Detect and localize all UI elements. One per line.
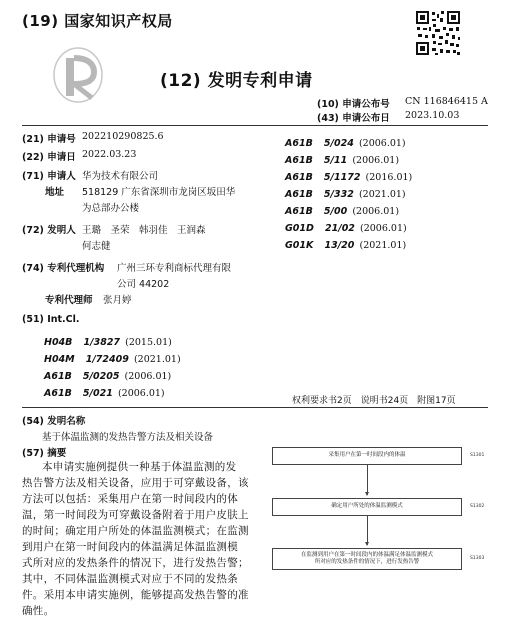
- ipc-code: H04M: [44, 354, 75, 365]
- flow-step-box: [272, 498, 462, 516]
- ipc-date: (2021.01): [358, 189, 406, 200]
- ipc-group: 5/332: [323, 189, 354, 200]
- ipc-code: A61B: [285, 138, 313, 149]
- ipc-group: 5/1172: [323, 172, 361, 183]
- pub-no-label: (10) 申请公布号: [317, 99, 390, 110]
- address-label: 地址: [45, 187, 65, 198]
- flow-step-text: 所对应的发热条件的情况下，进行发热告警: [314, 559, 420, 565]
- middle-divider: [22, 407, 488, 408]
- ipc-date: (2006.01): [124, 371, 172, 382]
- document-type: (12) 发明专利申请: [160, 71, 313, 91]
- ipc-entry: [285, 233, 406, 252]
- flow-arrow: [367, 465, 368, 495]
- ipc-group: 5/00: [323, 206, 348, 217]
- ipc-date: (2015.01): [125, 337, 172, 348]
- ipc-date: (2006.01): [352, 155, 400, 166]
- ipc-code: A61B: [44, 371, 72, 382]
- ipc-code: A61B: [285, 155, 313, 166]
- flow-step-id: S1303: [470, 556, 485, 561]
- abstract-line: 热告警方法及相关设备，应用于可穿戴设备，该: [22, 477, 249, 489]
- ipc-group: 1/72409: [85, 354, 129, 365]
- ipc-code: G01K: [285, 240, 314, 251]
- abstract-line: 的时间；确定用户所处的体温监测模式；在监测: [22, 525, 249, 537]
- intcl-label: (51) Int.Cl.: [22, 314, 80, 325]
- ipc-group: 1/3827: [83, 337, 121, 348]
- app-no-label: (21) 申请号: [22, 134, 76, 145]
- flow-step-id: S1302: [470, 504, 485, 509]
- page-count-summary: 权利要求书2页 说明书24页 附图17页: [292, 396, 456, 406]
- pub-no-value: CN 116846415 A: [405, 96, 488, 107]
- abstract-line: 其中，不同体温监测模式对应于不同的发热条: [22, 573, 238, 585]
- flow-step-box: [272, 447, 462, 465]
- ipc-date: (2006.01): [117, 388, 165, 399]
- ipc-date: (2021.01): [133, 354, 181, 365]
- ipc-date: (2021.01): [359, 240, 407, 251]
- flow-step-text: 确定用户所处的体温监测模式: [331, 503, 403, 510]
- address-line1: 518129 广东省深圳市龙岗区坂田华: [82, 187, 236, 198]
- ipc-group: 13/20: [324, 240, 355, 251]
- office-name: (19) 国家知识产权局: [22, 12, 173, 30]
- pub-date-value: 2023.10.03: [405, 110, 460, 121]
- ipc-date: (2006.01): [360, 223, 407, 234]
- flow-step-box: [272, 548, 462, 570]
- agency-line1: 广州三环专利商标代理有限: [117, 263, 232, 274]
- inventors-line1: 王璐 圣荣 韩羽佳 王润森: [82, 225, 206, 236]
- agent-value: 张月婷: [103, 295, 132, 306]
- pub-date-label: (43) 申请公布日: [317, 113, 390, 124]
- invention-name: 基于体温监测的发热告警方法及相关设备: [42, 432, 214, 443]
- cnipa-logo-icon: [52, 46, 104, 104]
- ipc-code: H04B: [44, 337, 73, 348]
- flow-step-text: 在监测到用户在第一时间段内的体温满足体温监测模式: [300, 551, 433, 558]
- ipc-group: 5/0205: [82, 371, 120, 382]
- agent-label: 专利代理师: [45, 295, 93, 306]
- flow-step-id: S1301: [470, 453, 485, 458]
- flow-step-text: 采集用户在第一时间段内的体温: [328, 452, 406, 459]
- abstract-line: 式所对应的发热条件的情况下，进行发热告警；: [22, 557, 249, 569]
- address-line2: 为总部办公楼: [82, 203, 140, 214]
- abstract-line: 确性。: [22, 605, 55, 617]
- invention-name-label: (54) 发明名称: [22, 416, 86, 427]
- ipc-group: 21/02: [325, 223, 355, 234]
- ipc-group: 5/11: [323, 155, 348, 166]
- agency-label: (74) 专利代理机构: [22, 263, 105, 274]
- qr-code-icon: [415, 10, 461, 56]
- abstract-line: 温，第一时间段为可穿戴设备附着于用户皮肤上: [22, 509, 249, 521]
- flow-arrow: [367, 516, 368, 545]
- ipc-code: G01D: [285, 223, 314, 234]
- app-date-value: 2022.03.23: [82, 149, 137, 160]
- applicant-label: (71) 申请人: [22, 171, 76, 182]
- ipc-group: 5/021: [82, 388, 113, 399]
- ipc-group: 5/024: [323, 138, 354, 149]
- ipc-code: A61B: [285, 206, 313, 217]
- applicant-value: 华为技术有限公司: [82, 171, 159, 182]
- agency-line2: 公司 44202: [117, 279, 170, 290]
- app-no-value: 202210290825.6: [82, 131, 164, 142]
- ipc-code: A61B: [285, 172, 313, 183]
- abstract-line: 件。采用本申请实施例，能够提高发热告警的准: [22, 589, 249, 601]
- abstract-line: 本申请实施例提供一种基于体温监测的发: [42, 461, 237, 473]
- top-divider: [22, 125, 488, 126]
- ipc-date: (2006.01): [358, 138, 406, 149]
- ipc-entry: [44, 381, 165, 400]
- app-date-label: (22) 申请日: [22, 152, 76, 163]
- ipc-date: (2006.01): [352, 206, 400, 217]
- abstract-label: (57) 摘要: [22, 448, 67, 459]
- abstract-line: 方法可以包括：采集用户在第一时间段内的体: [22, 493, 238, 505]
- ipc-code: A61B: [285, 189, 313, 200]
- inventors-line2: 何志健: [82, 241, 111, 252]
- ipc-code: A61B: [44, 388, 72, 399]
- inventor-label: (72) 发明人: [22, 225, 76, 236]
- ipc-date: (2016.01): [365, 172, 413, 183]
- abstract-line: 到用户在第一时间段内的体温满足体温监测模: [22, 541, 238, 553]
